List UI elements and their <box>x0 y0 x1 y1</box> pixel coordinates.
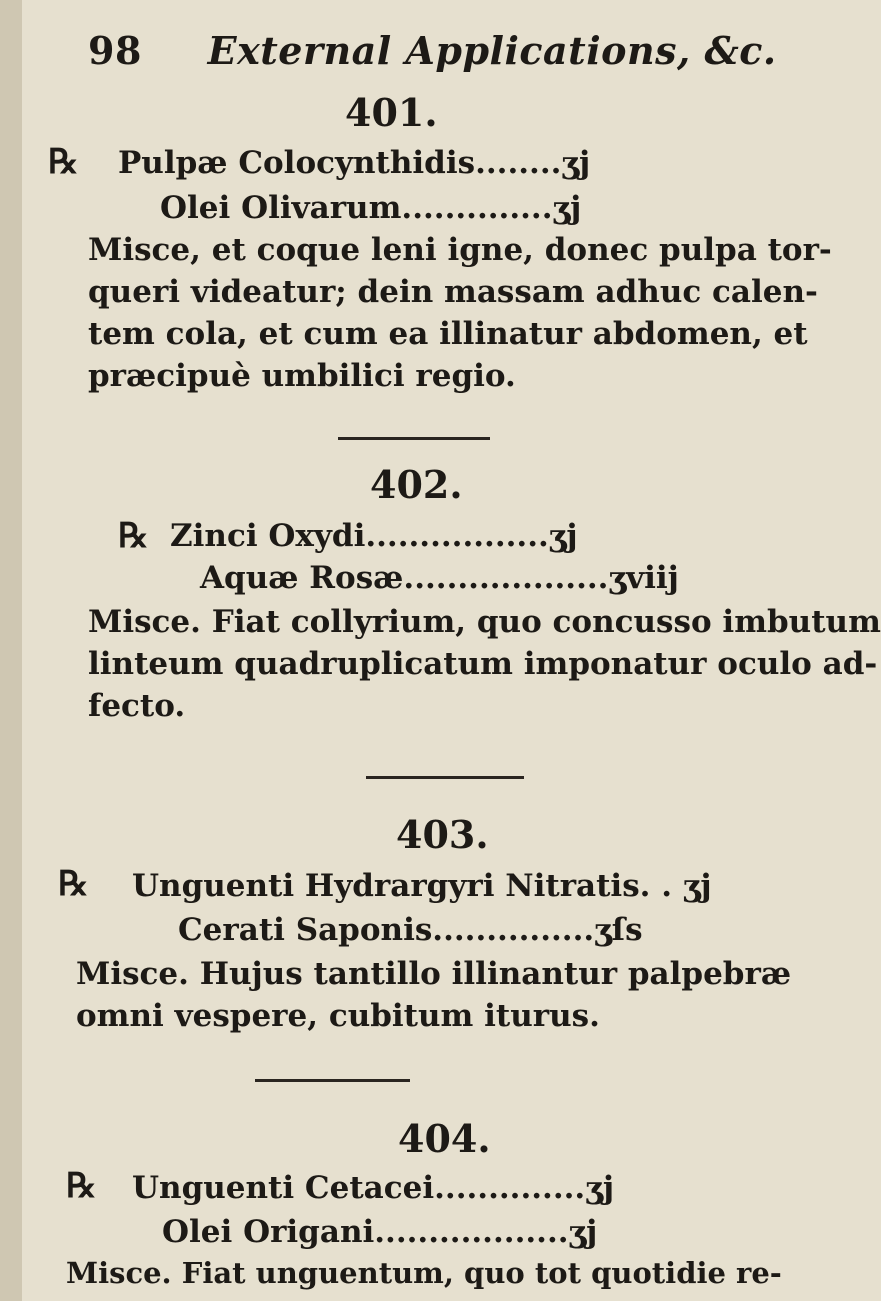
direction-line: tem cola, et cum ea illinatur abdomen, et <box>88 316 808 352</box>
rx-symbol: ℞ <box>66 1166 97 1206</box>
ingredient-line: Olei Olivarum..............ʒj <box>160 190 582 226</box>
section-divider <box>338 437 490 440</box>
ingredient-line: Unguenti Hydrargyri Nitratis. . ʒj <box>132 868 712 904</box>
direction-line: omni vespere, cubitum iturus. <box>76 998 600 1034</box>
ingredient-line: Unguenti Cetacei..............ʒj <box>132 1170 615 1206</box>
direction-line: queri videatur; dein massam adhuc calen- <box>88 274 818 310</box>
ingredient-line: Zinci Oxydi.................ʒj <box>170 518 578 554</box>
direction-line: fecto. <box>88 688 186 724</box>
recipe-number: 403. <box>396 812 489 857</box>
direction-line: Misce. Fiat collyrium, quo concusso imbutum <box>88 604 881 640</box>
ingredient-line: Pulpæ Colocynthidis........ʒj <box>118 145 591 181</box>
running-title: External Applications, &c. <box>207 28 777 73</box>
direction-line: linteum quadruplicatum imponatur oculo ad- <box>88 646 878 682</box>
rx-symbol: ℞ <box>48 142 79 182</box>
direction-line: Misce. Fiat unguentum, quo tot quotidie re- <box>66 1256 782 1290</box>
recipe-number: 402. <box>370 462 463 507</box>
rx-symbol: ℞ <box>118 516 149 556</box>
direction-line: Misce, et coque leni igne, donec pulpa tor- <box>88 232 832 268</box>
ingredient-line: Cerati Saponis...............ʒſs <box>178 912 643 948</box>
section-divider <box>255 1079 410 1082</box>
direction-line: præcipuè umbilici regio. <box>88 358 516 394</box>
ingredient-line: Olei Origani..................ʒj <box>162 1214 598 1250</box>
page-edge-shadow <box>0 0 22 1301</box>
recipe-number: 401. <box>345 90 438 135</box>
direction-line: Misce. Hujus tantillo illinantur palpebræ <box>76 956 792 992</box>
running-header <box>88 28 777 73</box>
recipe-number: 404. <box>398 1116 491 1161</box>
ingredient-line: Aquæ Rosæ...................ʒviij <box>200 560 679 596</box>
rx-symbol: ℞ <box>58 864 89 904</box>
section-divider <box>366 776 524 779</box>
page-number: 98 <box>88 28 142 73</box>
